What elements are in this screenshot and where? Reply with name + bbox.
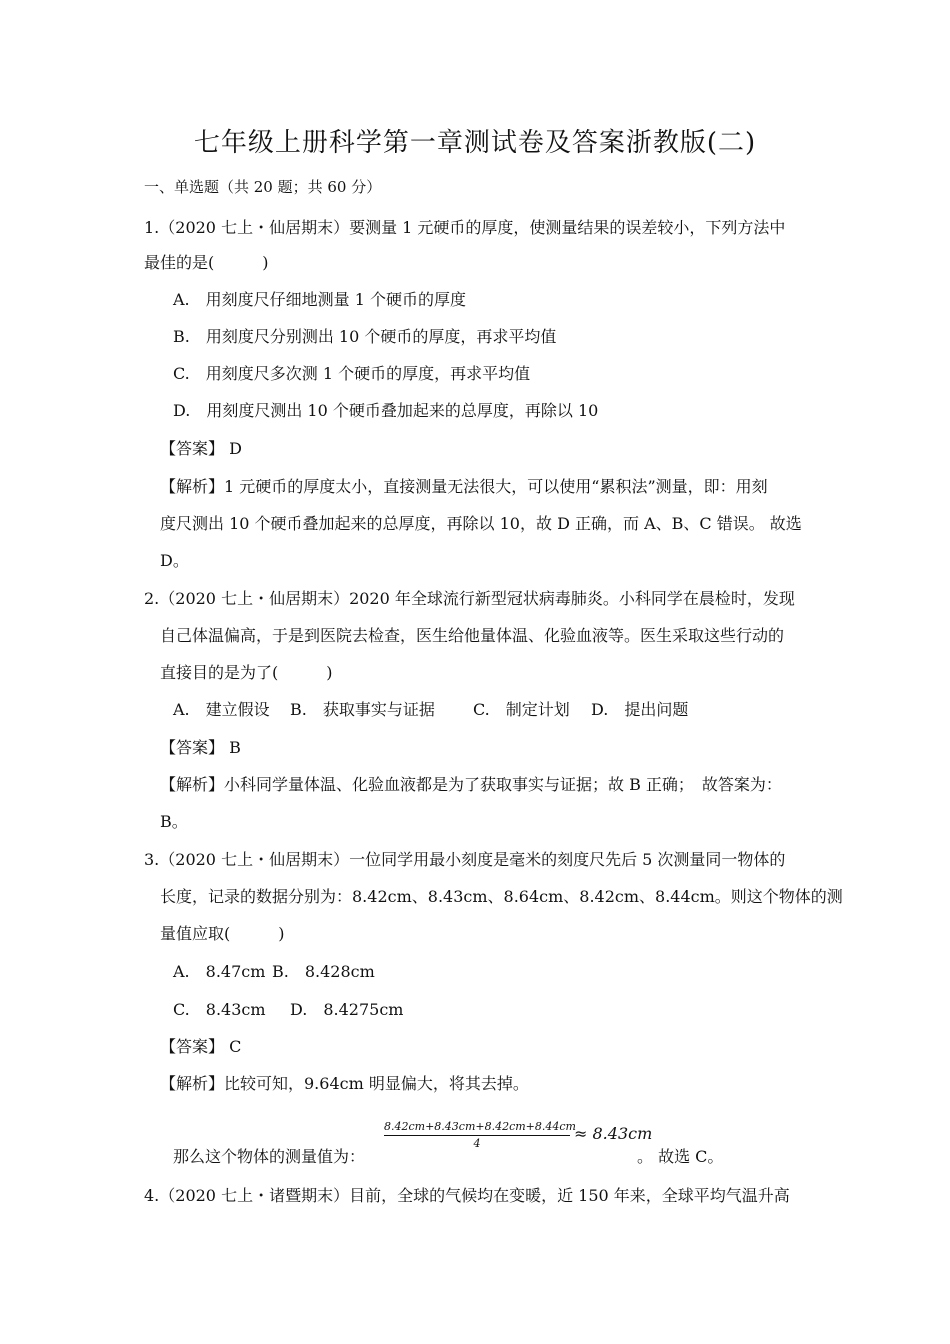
q3-formula-fraction bbox=[384, 1120, 576, 1150]
q1-stem-line2: 最佳的是( ) bbox=[144, 253, 269, 272]
q3-option-c: C. 8.43cm bbox=[173, 1000, 266, 1019]
q3-formula-numerator: 8.42cm+8.43cm+8.42cm+8.44cm bbox=[384, 1120, 570, 1136]
q3-explanation-line1: 【解析】比较可知，9.64cm 明显偏大，将其去掉。 bbox=[160, 1074, 529, 1093]
q1-explanation-line2: 度尺测出 10 个硬币叠加起来的总厚度，再除以 10，故 D 正确，而 A、B、C 错误。 故选 bbox=[160, 514, 802, 533]
q3-option-d: D. 8.4275cm bbox=[290, 1000, 404, 1019]
q4-stem-line1: 4.（2020 七上・诸暨期末）目前，全球的气候均在变暖，近 150 年来，全球平均气温升高 bbox=[144, 1186, 790, 1205]
q2-option-a: A. 建立假设 bbox=[173, 700, 270, 719]
q2-option-b: B. 获取事实与证据 bbox=[290, 700, 435, 719]
q1-option-b: B. 用刻度尺分别测出 10 个硬币的厚度，再求平均值 bbox=[173, 327, 557, 346]
q3-option-a: A. 8.47cm bbox=[173, 962, 266, 981]
q2-explanation-line1: 【解析】小科同学量体温、化验血液都是为了获取事实与证据；故 B 正确； 故答案为： bbox=[160, 775, 782, 794]
q3-explanation-line2: 那么这个物体的测量值为： bbox=[173, 1147, 366, 1166]
q1-option-a: A. 用刻度尺仔细地测量 1 个硬币的厚度 bbox=[173, 290, 466, 309]
q3-formula-result: ≈ 8.43cm bbox=[574, 1124, 653, 1143]
q1-option-c: C. 用刻度尺多次测 1 个硬币的厚度，再求平均值 bbox=[173, 364, 531, 383]
q1-option-d: D. 用刻度尺测出 10 个硬币叠加起来的总厚度，再除以 10 bbox=[173, 401, 599, 420]
q2-option-d: D. 提出问题 bbox=[591, 700, 689, 719]
q3-stem-line1: 3.（2020 七上・仙居期末）一位同学用最小刻度是毫米的刻度尺先后 5 次测量同一物体的 bbox=[144, 850, 786, 869]
q2-option-c: C. 制定计划 bbox=[473, 700, 570, 719]
q3-stem-line2: 长度，记录的数据分别为：8.42cm、8.43cm、8.64cm、8.42cm、8.44cm。则这个物体的测 bbox=[160, 887, 843, 906]
q3-formula-denominator: 4 bbox=[473, 1137, 481, 1150]
q1-stem-line1: 1.（2020 七上・仙居期末）要测量 1 元硬币的厚度，使测量结果的误差较小，下列方法中 bbox=[144, 218, 786, 237]
q1-explanation-line3: D。 bbox=[160, 551, 189, 570]
q3-stem-line3: 量值应取( ) bbox=[160, 924, 285, 943]
q3-answer: 【答案】 C bbox=[160, 1037, 242, 1056]
section-heading: 一、单选题（共 20 题；共 60 分） bbox=[144, 178, 382, 196]
q3-option-b: B. 8.428cm bbox=[272, 962, 375, 981]
q2-answer: 【答案】 B bbox=[160, 738, 241, 757]
q2-stem-line2: 自己体温偏高，于是到医院去检查，医生给他量体温、化验血液等。医生采取这些行动的 bbox=[160, 626, 785, 645]
q2-stem-line1: 2.（2020 七上・仙居期末）2020 年全球流行新型冠状病毒肺炎。小科同学在晨检时，发现 bbox=[144, 589, 795, 608]
q3-explanation-line3: 。 故选 C。 bbox=[637, 1147, 724, 1166]
q2-explanation-line2: B。 bbox=[160, 812, 188, 831]
q1-explanation-line1: 【解析】1 元硬币的厚度太小，直接测量无法很大，可以使用“累积法”测量，即：用刻 bbox=[160, 477, 768, 496]
page-title: 七年级上册科学第一章测试卷及答案浙教版(二) bbox=[193, 128, 757, 158]
q2-stem-line3: 直接目的是为了( ) bbox=[160, 663, 333, 682]
q1-answer: 【答案】 D bbox=[160, 439, 242, 458]
